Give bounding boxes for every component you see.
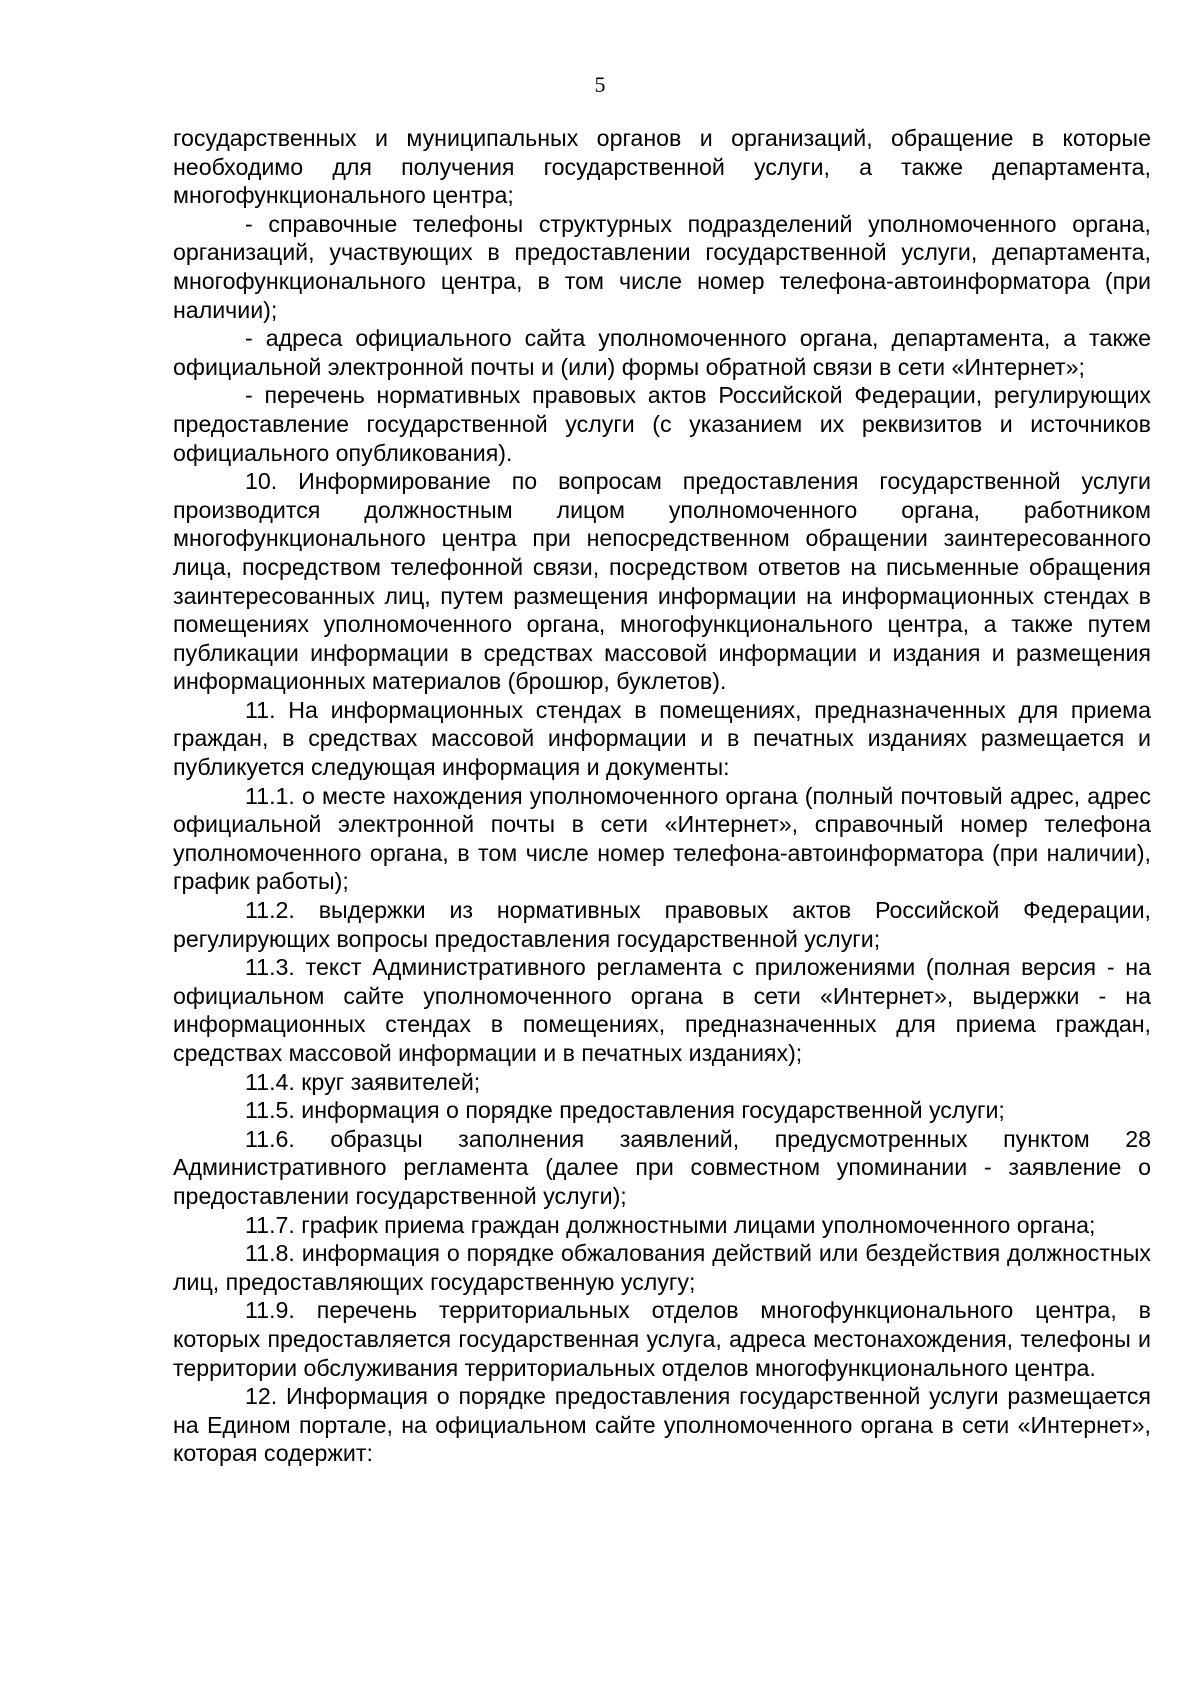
paragraph-11-6: 11.6. образцы заполнения заявлений, предусмотренных пунктом 28 Административного регламента (далее при совместном упоминании - заявление о предоставлении государственной услуги);: [173, 1125, 1151, 1209]
paragraph-reference-phones: - справочные телефоны структурных подразделений уполномоченного органа, организаций, участвующих в предоставлении государственной услуги, департамента, многофункционального центра, в том числе номер телефона-автоинформатора (при наличии);: [173, 210, 1151, 323]
paragraph-website-addresses: - адреса официального сайта уполномоченного органа, департамента, а также официальной электронной почты и (или) формы обратной связи в сети «Интернет»;: [173, 325, 1151, 380]
paragraph-11-8: 11.8. информация о порядке обжалования действий или бездействия должностных лиц, предоставляющих государственную услугу;: [173, 1240, 1151, 1295]
paragraph-11-3: 11.3. текст Административного регламента с приложениями (полная версия - на официальном сайте уполномоченного органа в сети «Интернет», выдержки - на информационных стендах в помещениях, предназначенных для приема граждан, средствах массовой информации и в печатных изданиях);: [173, 954, 1151, 1066]
paragraph-11-1: 11.1. о месте нахождения уполномоченного органа (полный почтовый адрес, адрес официальной электронной почты в сети «Интернет», справочный номер телефона уполномоченного органа, в том числе номер телефона-автоинформатора (при наличии), график работы);: [173, 782, 1151, 895]
paragraph-continuation: государственных и муниципальных органов и организаций, обращение в которые необходимо для получения государственной услуги, а также департамента, многофункционального центра;: [173, 125, 1151, 209]
document-body: [173, 124, 1151, 1468]
paragraph-11: 11. На информационных стендах в помещениях, предназначенных для приема граждан, в средствах массовой информации и в печатных изданиях размещается и публикуется следующая информация и документы:: [173, 696, 1151, 781]
paragraph-11-5: 11.5. информация о порядке предоставления государственной услуги;: [245, 1097, 1005, 1124]
paragraph-legal-acts-list: - перечень нормативных правовых актов Российской Федерации, регулирующих предоставление государственной услуги (с указанием их реквизитов и источников официального опубликования).: [173, 382, 1151, 466]
paragraph-11-9: 11.9. перечень территориальных отделов многофункционального центра, в которых предоставляется государственная услуга, адреса местонахождения, телефоны и территории обслуживания территориальных отделов многофункционального центра.: [173, 1297, 1151, 1381]
paragraph-11-7: 11.7. график приема граждан должностными лицами уполномоченного органа;: [245, 1211, 1096, 1238]
paragraph-12: 12. Информация о порядке предоставления государственной услуги размещается на Едином портале, на официальном сайте уполномоченного органа в сети «Интернет», которая содержит:: [173, 1383, 1151, 1467]
paragraph-11-4: 11.4. круг заявителей;: [245, 1068, 481, 1095]
page-number: 5: [594, 72, 606, 97]
paragraph-10: 10. Информирование по вопросам предоставления государственной услуги производится должностным лицом уполномоченного органа, работником многофункционального центра при непосредственном обращении заинтересованного лица, посредством телефонной связи, посредством ответов на письменные обращения заинтересованных лиц, путем размещения информации на информационных стендах в помещениях уполномоченного органа, многофункционального центра, а также путем публикации информации в средствах массовой информации и издания и размещения информационных материалов (брошюр, буклетов).: [173, 468, 1151, 695]
paragraph-11-2: 11.2. выдержки из нормативных правовых актов Российской Федерации, регулирующих вопросы предоставления государственной услуги;: [173, 897, 1151, 952]
